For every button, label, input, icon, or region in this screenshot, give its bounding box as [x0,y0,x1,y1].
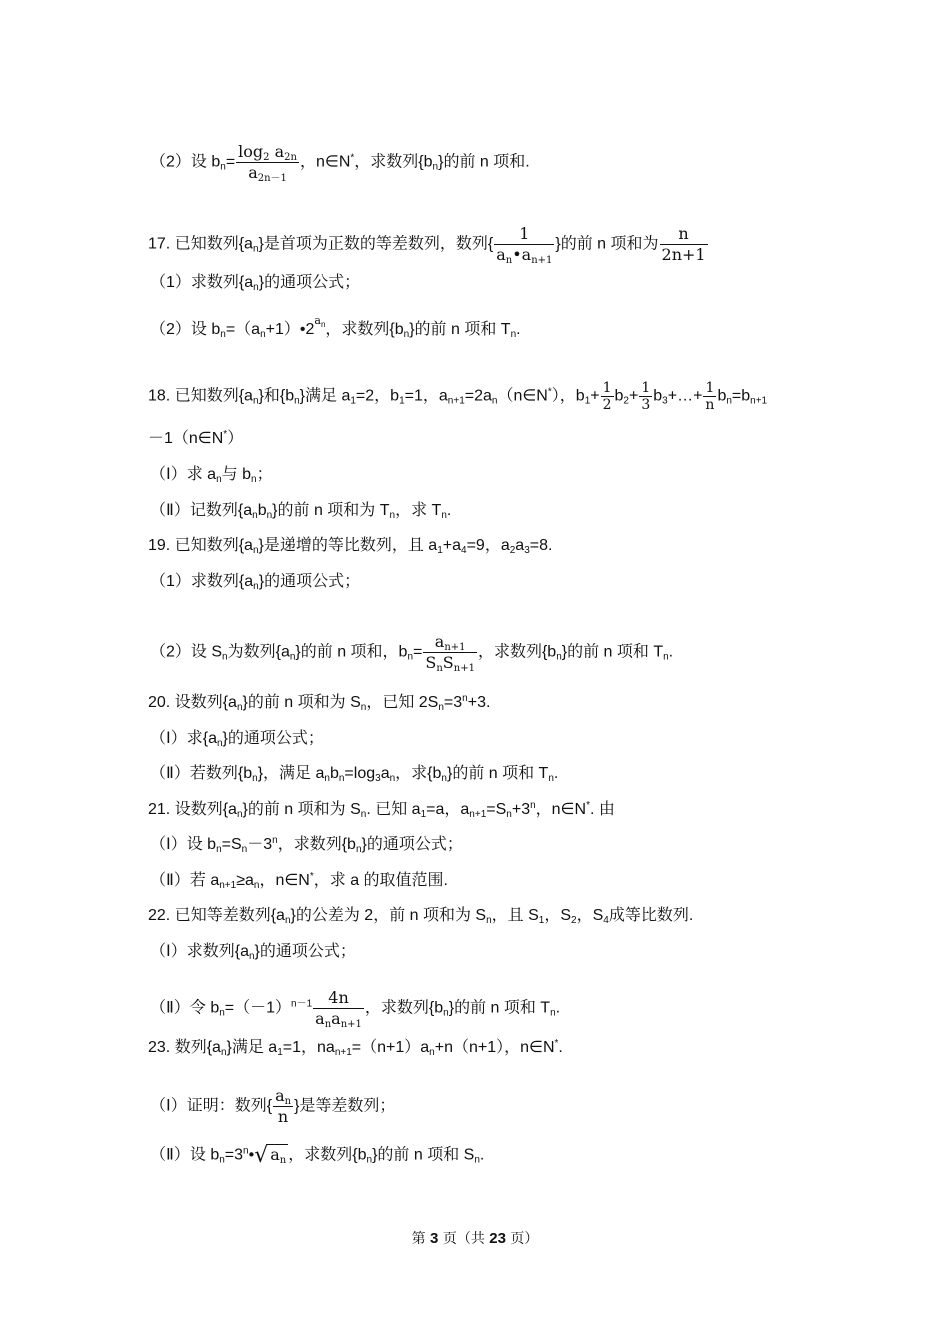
problem-19-part-1: （1）求数列$\{a_n\}$的通项公式； [150,573,361,592]
fraction-1-over-n: $\frac{1}{n}$ [705,380,715,413]
problem-17-part-1: （1）求数列$\{a_n\}$的通项公式； [150,274,361,293]
problem-18-part-2: （Ⅱ）记数列$\{a_nb_n\}$的前 n 项和为 $T_n$，求 $T_n$. [150,502,452,521]
sqrt-an: √ $a_n$ [254,1143,287,1168]
fraction-n-over-2n1: $\frac{n}{2n+1}$ [661,224,706,264]
problem-21-part-1: （Ⅰ）设 $b_n=S_n-3^n$，求数列$\{b_n\}$的通项公式； [150,835,463,855]
problem-19: 19. 已知数列$\{a_n\}$是递增的等比数列，且 $a_1+a_4=9$，$a_2a_3=8$. [148,537,553,556]
problem-22: 22. 已知等差数列$\{a_n\}$的公差为 2，前 n 项和为 $S_n$，且 $S_1$，$S_2$，$S_4$成等比数列. [148,907,694,926]
problem-23-part-1: （Ⅰ）证明：数列{ $\frac{a_n}{n}$ }是等差数列； [150,1086,396,1126]
fraction-1-over-2: $\frac{1}{2}$ [602,380,612,413]
problem-20-part-1: （Ⅰ）求$\{a_n\}$的通项公式； [150,730,324,749]
fraction-1-over-3: $\frac{1}{3}$ [641,380,651,413]
fraction-4n-over-an-an1: $\frac{4n}{a_na_{n+1}}$ [315,988,362,1030]
problem-18-continued: －1（n∈N*） [148,429,244,447]
problem-21: 21. 设数列$\{a_n\}$的前 n 项和为 $S_n$. 已知 $a_1=a$，$a_{n+1}=S_n+3^n$，n∈N*. 由 [148,800,615,820]
problem-18-part-1: （Ⅰ）求 $a_n$与 $b_n$； [150,466,273,485]
problem-22-part-1: （Ⅰ）求数列$\{a_n\}$的通项公式； [150,943,356,962]
total-pages: 23 [489,1230,506,1247]
fraction-a-over-s-s: $\frac{a_{n+1}}{S_nS_{n+1}}$ [425,632,475,674]
problem-20-part-2: （Ⅱ）若数列$\{b_n\}$，满足 $a_nb_n=\log_3a_n$，求$\{b_n\}$的前 n 项和 $T_n$. [150,765,559,784]
problem-17: 17. 已知数列$\{a_n\}$是首项为正数的等差数列，数列{ $\frac{1}{a_n•a_{n+1}}$ }的前 n 项和为 $\frac{n}{2n+1}$ [148,224,706,266]
page-footer: 第 3 页（共 23 页） [411,1230,539,1247]
problem-20: 20. 设数列$\{a_n\}$的前 n 项和为 $S_n$，已知 $2S_n=3^n+3$. [148,693,491,713]
problem-17-part-2: （2）设 $b_n=(a_n+1)•2^{a_n}$，求数列$\{b_n\}$的前 n 项和 $T_n$. [150,314,521,340]
problem-16-part-2: （2）设 $b_n=$ $\frac{\log_2 a_{2n}}{a_{2n-1}}$ ，n∈N*，求数列$\{b_n\}$的前 n 项和. [150,142,530,184]
problem-21-part-2: （Ⅱ）若 $a_{n+1}\ge a_n$，n∈N*，求 a 的取值范围. [150,871,449,891]
page-number: 3 [430,1230,439,1247]
fraction-an-over-n: $\frac{a_n}{n}$ [275,1086,292,1126]
problem-22-part-2: （Ⅱ）令 $b_n=(-1)^{n-1}$ $\frac{4n}{a_na_{n+1}}$ ，求数列$\{b_n\}$的前 n 项和 $T_n$. [150,988,561,1030]
problem-19-part-2: （2）设 $S_n$为数列$\{a_n\}$的前 n 项和，$b_n=$ $\frac{a_{n+1}}{S_nS_{n+1}}$ ，求数列$\{b_n\}$的前 n 项和 $T_n$. [150,632,674,674]
fraction-log-over-a: $\frac{\log_2 a_{2n}}{a_{2n-1}}$ [238,142,297,184]
fraction-1-over-an-an1: $\frac{1}{a_n•a_{n+1}}$ [496,224,553,266]
problem-23: 23. 数列$\{a_n\}$满足 $a_1=1$，$na_{n+1}=(n+1)a_n+n(n+1)$，n∈N*. [148,1038,563,1058]
problem-23-part-2: （Ⅱ）设 $b_n=3^n•√$ $a_n$ ，求数列$\{b_n\}$的前 n 项和 $S_n$. [150,1143,485,1168]
problem-18: 18. 已知数列$\{a_n\}$和$\{b_n\}$满足 $a_1=2$，$b_1=1$，$a_{n+1}=2a_n(n\in N^*)$，$b_1+$ $\frac{1}{2}$ $b_2+$ $\frac{1}{3}$ $b_3+\dots+$ $\frac{1}{n}$ $b_n=b_{n+1}$ [148,380,768,413]
